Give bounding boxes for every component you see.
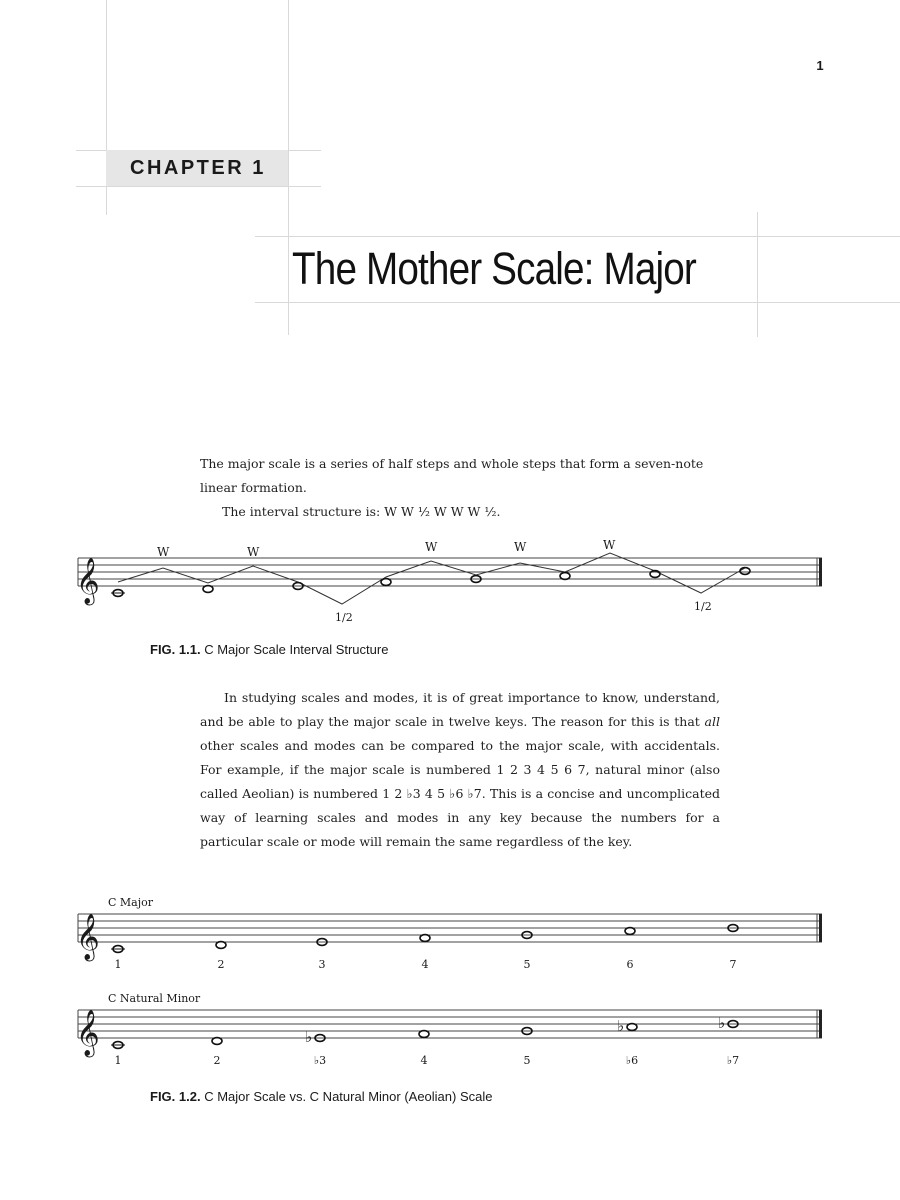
c-minor-notes	[111, 1021, 738, 1049]
degree-label: 5	[523, 1054, 531, 1067]
figure-1-caption	[150, 642, 388, 657]
degree-label: 4	[421, 958, 429, 971]
note-f	[381, 579, 391, 586]
degree-label: 7	[729, 958, 737, 971]
chapter-label: CHAPTER 1	[130, 157, 266, 179]
interval-labels	[157, 538, 712, 624]
note-a	[560, 573, 570, 580]
interval-label-half: 1/2	[335, 611, 353, 624]
degree-label: ♭3	[313, 1054, 327, 1067]
body-text: other scales and modes can be compared to the major scale, with accidentals. For example, if the major scale is numbered 1 2 3 4 5 6 7, natural minor (also called Aeolian) is numbered 1 2 ♭3 4 5 ♭6 ♭7. This is a concise and uncomplicated way of learning scales and modes in any key because the numbers for a particular scale or mode will remain the same regardless of the key.	[200, 738, 720, 849]
body-italic-word: all	[704, 714, 720, 729]
c-minor-title: C Natural Minor	[108, 992, 201, 1005]
treble-clef-icon: 𝄞	[76, 914, 100, 960]
interval-structure-line: The interval structure is: W W ½ W W W ½.	[222, 504, 501, 519]
interval-label-w: W	[514, 540, 527, 554]
treble-clef-icon: 𝄞	[76, 1010, 100, 1056]
degree-label: 2	[213, 1054, 221, 1067]
page-number: 1	[816, 58, 824, 73]
figure-2-number: FIG. 1.2.	[150, 1089, 201, 1104]
staff-fig1	[78, 558, 822, 586]
degree-label: 4	[420, 1054, 428, 1067]
degree-label: ♭6	[625, 1054, 639, 1067]
treble-clef-icon: 𝄞	[76, 558, 100, 604]
degree-label: 6	[626, 958, 634, 971]
flat-icon: ♭	[718, 1014, 726, 1032]
degree-label: 1	[114, 1054, 122, 1067]
flat-icon: ♭	[617, 1017, 625, 1035]
c-major-notes	[111, 925, 738, 953]
chapter-title: The Mother Scale: Major	[292, 243, 696, 294]
degree-label: 1	[114, 958, 122, 971]
degree-label: ♭7	[726, 1054, 740, 1067]
flat-signs	[305, 1014, 725, 1046]
figure-2-caption	[150, 1089, 492, 1104]
intro-paragraph: The major scale is a series of half steps and whole steps that form a seven-note linear formation.	[200, 456, 704, 495]
staff-c-major	[78, 914, 822, 942]
body-text: In studying scales and modes, it is of great importance to know, understand, and be able to play the major scale in twelve keys. The reason for this is that	[200, 690, 720, 729]
degree-label: 5	[523, 958, 531, 971]
c-major-title: C Major	[108, 896, 154, 909]
interval-label-w: W	[157, 545, 170, 559]
figure-2-caption-text: C Major Scale vs. C Natural Minor (Aeolian) Scale	[204, 1089, 493, 1104]
interval-label-half: 1/2	[694, 600, 712, 613]
c-major-degrees	[115, 958, 737, 971]
degree-label: 3	[318, 958, 326, 971]
note-c-high	[740, 568, 750, 575]
staff-c-minor	[78, 1010, 822, 1038]
note-d	[203, 586, 213, 593]
c-minor-degrees	[115, 1054, 740, 1067]
flat-icon: ♭	[305, 1028, 313, 1046]
figure-1-caption-text: C Major Scale Interval Structure	[204, 642, 389, 657]
body-paragraph	[200, 686, 720, 854]
interval-label-w: W	[425, 540, 438, 554]
figure-1-number: FIG. 1.1.	[150, 642, 201, 657]
interval-label-w: W	[603, 538, 616, 552]
interval-label-w: W	[247, 545, 260, 559]
degree-label: 2	[217, 958, 225, 971]
